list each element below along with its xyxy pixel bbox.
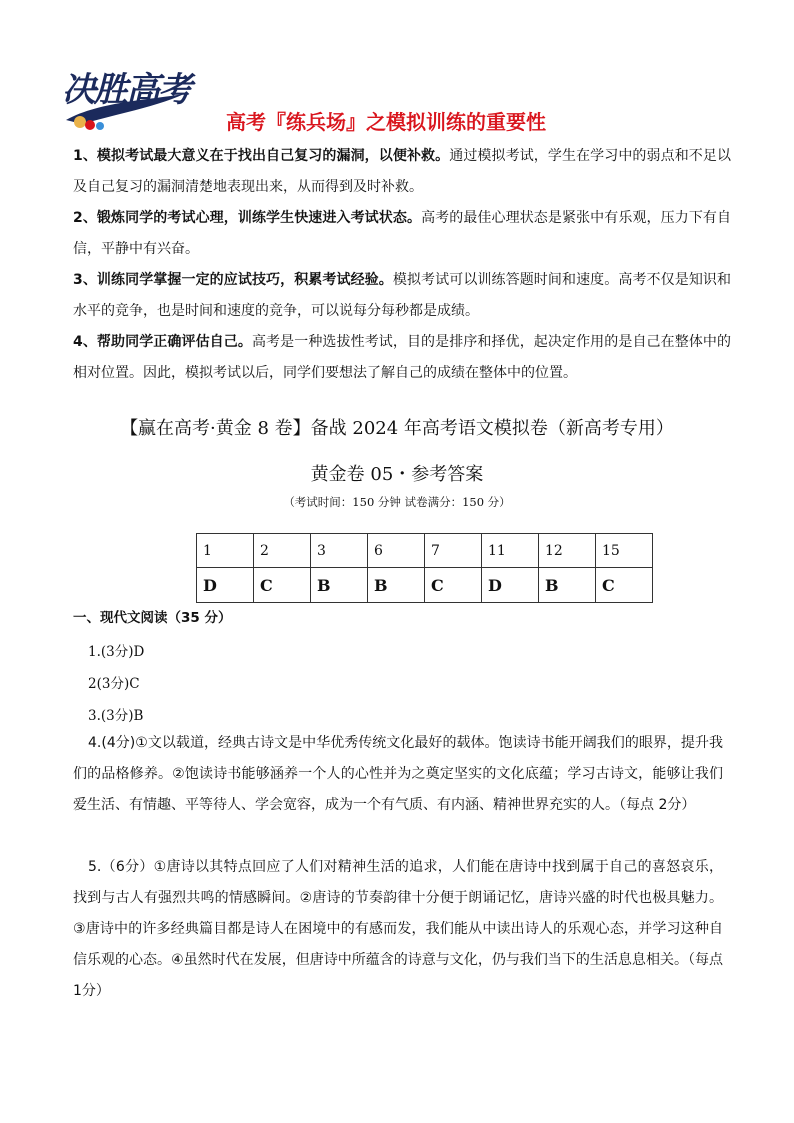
answer-letter: C: [596, 568, 653, 603]
question-number: 15: [596, 534, 653, 568]
logo-text: 决胜高考: [62, 70, 190, 110]
answer-table: [196, 533, 653, 603]
question-number: 7: [425, 534, 482, 568]
exam-title: 【赢在高考·黄金 8 卷】备战 2024 年高考语文模拟卷（新高考专用）: [120, 418, 674, 439]
logo: [58, 62, 188, 132]
answer-table-number-row: [197, 534, 653, 568]
answer-4: 4.(4分)①文以载道，经典古诗文是中华优秀传统文化最好的载体。饱读诗书能开阔我们的眼界，提升我们的品格修养。②饱读诗书能够涵养一个人的心性并为之奠定坚实的文化底蕴；学习古诗文，能够让我们爱生活、有情趣、平等待人、学会宽容，成为一个有气质、有内涵、精神世界充实的人。（每点 2分）: [73, 735, 723, 813]
answer-1: 1.(3分)D: [88, 644, 145, 660]
question-number: 1: [197, 534, 254, 568]
question-number: 6: [368, 534, 425, 568]
intro-item-text: 高考的最佳心理状态是紧张中有乐观，压力下有自信，平静中有兴奋。: [73, 210, 732, 257]
intro-item-bold: 3、训练同学掌握一定的应试技巧，积累考试经验。: [73, 272, 393, 288]
question-number: 12: [539, 534, 596, 568]
answer-letter: C: [254, 568, 311, 603]
intro-item-1: [73, 141, 731, 203]
intro-item-3: [73, 265, 731, 327]
exam-info: （考试时间：150 分钟 试卷满分：150 分）: [283, 495, 511, 509]
answer-5: 5.（6分）①唐诗以其特点回应了人们对精神生活的追求，人们能在唐诗中找到属于自己的喜怒哀乐，找到与古人有强烈共鸣的情感瞬间。②唐诗的节奏韵律十分便于朗诵记忆，唐诗兴盛的时代也极具魅力。③唐诗中的许多经典篇目都是诗人在困境中的有感而发，我们能从中读出诗人的乐观心态，并学习这种自信乐观的心态。④虽然时代在发展，但唐诗中所蕴含的诗意与文化，仍与我们当下的生活息息相关。（每点 1分）: [73, 859, 723, 999]
question-number: 11: [482, 534, 539, 568]
answer-letter: C: [425, 568, 482, 603]
answer-letter: B: [311, 568, 368, 603]
intro-item-text: 高考是一种选拔性考试，目的是排序和择优，起决定作用的是自己在整体中的相对位置。因此，模拟考试以后，同学们要想法了解自己的成绩在整体中的位置。: [73, 334, 732, 381]
answer-letter: B: [539, 568, 596, 603]
question-number: 2: [254, 534, 311, 568]
intro-item-bold: 4、帮助同学正确评估自己。: [73, 334, 252, 350]
intro-item-2: [73, 203, 731, 265]
answer-table-answer-row: [197, 568, 653, 603]
answer-3: 3.(3分)B: [88, 708, 144, 724]
answer-letter: D: [482, 568, 539, 603]
answer-2: 2(3分)C: [88, 676, 140, 692]
intro-item-4: [73, 327, 731, 389]
intro-item-bold: 1、模拟考试最大意义在于找出自己复习的漏洞，以便补救。: [73, 148, 450, 164]
exam-subtitle: 黄金卷 05・参考答案: [310, 464, 484, 485]
logo-swoosh-icon: [58, 92, 188, 132]
intro-heading: 高考『练兵场』之模拟训练的重要性: [226, 110, 546, 134]
answer-letter: D: [197, 568, 254, 603]
question-number: 3: [311, 534, 368, 568]
answer-letter: B: [368, 568, 425, 603]
intro-item-bold: 2、锻炼同学的考试心理，训练学生快速进入考试状态。: [73, 210, 422, 226]
intro-item-text: 模拟考试可以训练答题时间和速度。高考不仅是知识和水平的竞争，也是时间和速度的竞争，可以说每分每秒都是成绩。: [73, 272, 731, 319]
section-heading: 一、现代文阅读（35 分）: [73, 610, 232, 626]
intro-item-text: 通过模拟考试，学生在学习中的弱点和不足以及自己复习的漏洞清楚地表现出来，从而得到及时补救。: [73, 148, 731, 195]
